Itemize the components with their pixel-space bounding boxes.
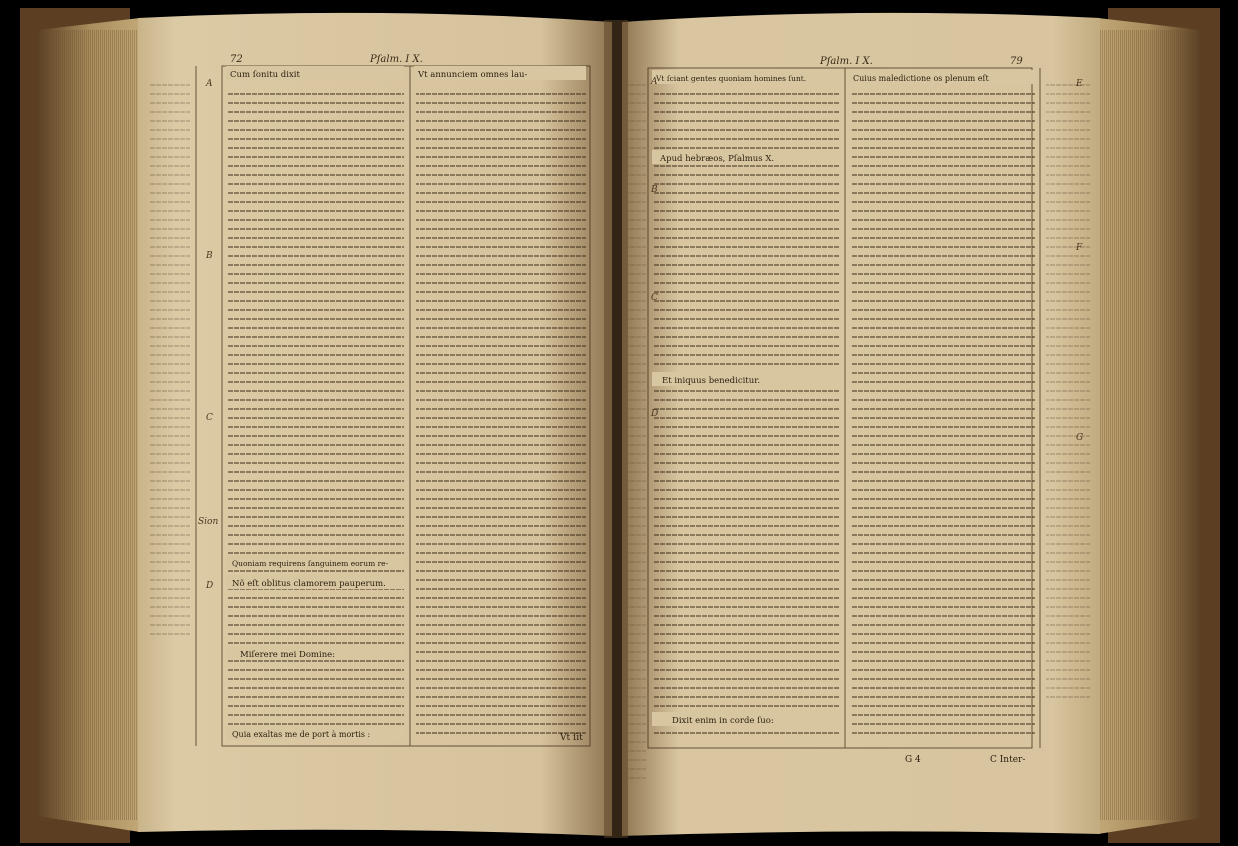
- left-running-head: Pſalm. I X.: [370, 54, 423, 65]
- right-margin-d: D: [651, 409, 659, 419]
- left-verse-heading-2: Quoniam requirens ſanguinem eorum re-: [232, 559, 389, 568]
- right-verse-heading-2: Et iniquus benedicitur.: [662, 376, 761, 386]
- right-verse-heading-1: Apud hebræos, Pſalmus X.: [660, 154, 775, 164]
- right-catchword: C Inter-: [990, 755, 1026, 765]
- left-verse-heading-1: Nõ eſt oblitus clamorem pauperum.: [232, 579, 386, 589]
- right-margin-b: B: [651, 185, 658, 195]
- left-margin-a: A: [206, 79, 213, 89]
- right-running-head: Pſalm. I X.: [820, 56, 873, 67]
- left-margin-b: B: [206, 251, 213, 261]
- left-col-b-title: Cum ſonitu dixit: [230, 70, 300, 80]
- left-margin-d: D: [206, 581, 214, 591]
- left-edge-striations: [40, 30, 138, 820]
- right-page-number: 79: [1010, 56, 1023, 67]
- left-verse-heading-3: Miſerere mei Domine:: [240, 650, 336, 660]
- left-footer-line: Quia exaltas me de port à mortis :: [232, 730, 371, 739]
- left-col-a-title: Vt annunciem omnes lau-: [418, 70, 528, 80]
- left-catchword: Vt ſit: [560, 733, 583, 743]
- gutter-shadow: [604, 20, 628, 838]
- right-edge-striations: [1100, 30, 1198, 820]
- right-margin-c: C: [651, 293, 658, 303]
- right-signature: G 4: [905, 755, 921, 765]
- right-margin-f: F: [1076, 243, 1083, 253]
- right-col-b-title: Cuius maledictione os plenum eſt: [853, 74, 989, 83]
- right-margin-g: G: [1076, 433, 1084, 443]
- left-page-number: 72: [230, 54, 243, 65]
- right-margin-a: A: [651, 77, 658, 87]
- right-margin-e: E: [1076, 79, 1083, 89]
- left-margin-c: C: [206, 413, 213, 423]
- right-text-blocks: [628, 80, 1090, 780]
- left-margin-sion: Sion: [198, 517, 219, 527]
- right-col-a-title: Vt ſciant gentes quoniam homines ſunt.: [656, 74, 807, 83]
- right-verse-heading-3: Dixit enim in corde ſuo:: [672, 716, 774, 726]
